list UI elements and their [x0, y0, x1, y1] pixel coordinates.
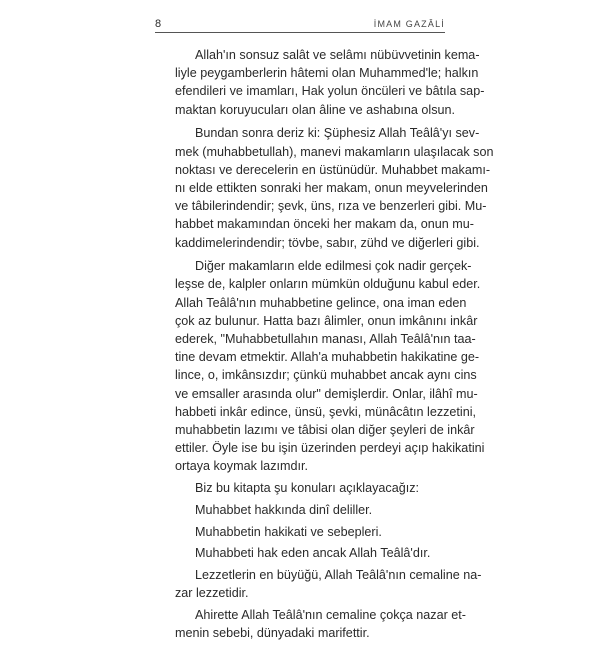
text-line: lince, o, imkânsızdır; çünkü muhabbet ancak aynı cins — [175, 368, 477, 383]
text-line: Biz bu kitapta şu konuları açıklayacağız: — [195, 481, 420, 496]
running-title: İMAM GAZÂLİ — [373, 19, 445, 29]
topic-item-3 — [155, 544, 445, 562]
text-line: zar lezzetidir. — [175, 586, 249, 601]
text-line: ettiler. Öyle ise bu işin üzerinden perdeyi açıp hakikatini — [175, 441, 485, 456]
text-line: Diğer makamların elde edilmesi çok nadir gerçek- — [195, 259, 472, 274]
page-header — [155, 16, 445, 33]
text-line: kaddimelerindendir; tövbe, sabır, zühd ve diğerleri gibi. — [175, 235, 480, 250]
text-line: tine devam etmektir. Allah'a muhabbetin hakikatine ge- — [175, 350, 480, 365]
text-line: Muhabbet hakkında dinî deliller. — [195, 502, 373, 517]
text-line: Allah'ın sonsuz salât ve selâmı nübüvvetinin kema- — [195, 48, 480, 62]
paragraph-2 — [155, 124, 494, 251]
topic-item-4 — [155, 566, 482, 602]
text-line: ederek, "Muhabbetullahın manası, Allah Teâlâ'nın taa- — [175, 332, 476, 347]
paragraph-3 — [155, 257, 485, 475]
book-page — [155, 16, 494, 646]
topic-item-2 — [155, 523, 445, 541]
text-line: Muhabbetin hakikati ve sebepleri. — [195, 524, 382, 539]
paragraph-1 — [155, 46, 485, 119]
text-line: Lezzetlerin en büyüğü, Allah Teâlâ'nın cemaline na- — [195, 567, 482, 582]
text-line: noktası ve derecelerin en üstünüdür. Muhabbet makamı- — [175, 162, 491, 177]
text-line: Allah Teâlâ'nın muhabbetine gelince, ona iman eden — [175, 295, 467, 310]
page-body — [155, 46, 494, 642]
page-number: 8 — [155, 18, 162, 30]
text-line: ve tâbilerindendir; şevk, üns, rıza ve benzerleri gibi. Mu- — [175, 199, 487, 214]
text-line: Ahirette Allah Teâlâ'nın cemaline çokça nazar et- — [195, 607, 466, 622]
text-line: liyle peygamberlerin hâtemi olan Muhammed'le; halkın — [175, 66, 479, 81]
topics-intro — [155, 479, 445, 497]
text-line: ortaya koymak lazımdır. — [175, 459, 308, 474]
text-line: efendileri ve imamları, Hak yolun öncüleri ve bâtıla sap- — [175, 84, 485, 99]
topic-item-1 — [155, 501, 445, 519]
text-line: habbet makamından önceki her makam da, onun mu- — [175, 217, 474, 232]
topic-item-5 — [155, 606, 466, 642]
text-line: maktan koruyucuları olan âline ve ashabına olsun. — [175, 102, 456, 117]
text-line: Bundan sonra deriz ki: Şüphesiz Allah Teâlâ'yı sev- — [195, 126, 480, 141]
text-line: nı elde ettikten sonraki her makam, onun meyvelerinden — [175, 180, 488, 195]
text-line: Muhabbeti hak eden ancak Allah Teâlâ'dır. — [195, 546, 431, 561]
text-line: muhabbetin lazımı ve tâbisi olan diğer şeyleri de inkâr — [175, 423, 475, 438]
text-line: mek (muhabbetullah), manevi makamların ulaşılacak son — [175, 144, 494, 159]
text-line: menin sebebi, dünyadaki marifettir. — [175, 626, 370, 641]
text-line: ve emsaller arasında olur" demişlerdir. Onlar, ilâhî mu- — [175, 386, 478, 401]
text-line: çok az bulunur. Hatta bazı âlimler, onun imkânını inkâr — [175, 313, 478, 328]
text-line: habbeti inkâr edince, ünsü, şevki, münâcâtın lezzetini, — [175, 404, 477, 419]
text-line: leşse de, kalpler onların mümkün olduğunu kabul eder. — [175, 277, 481, 292]
